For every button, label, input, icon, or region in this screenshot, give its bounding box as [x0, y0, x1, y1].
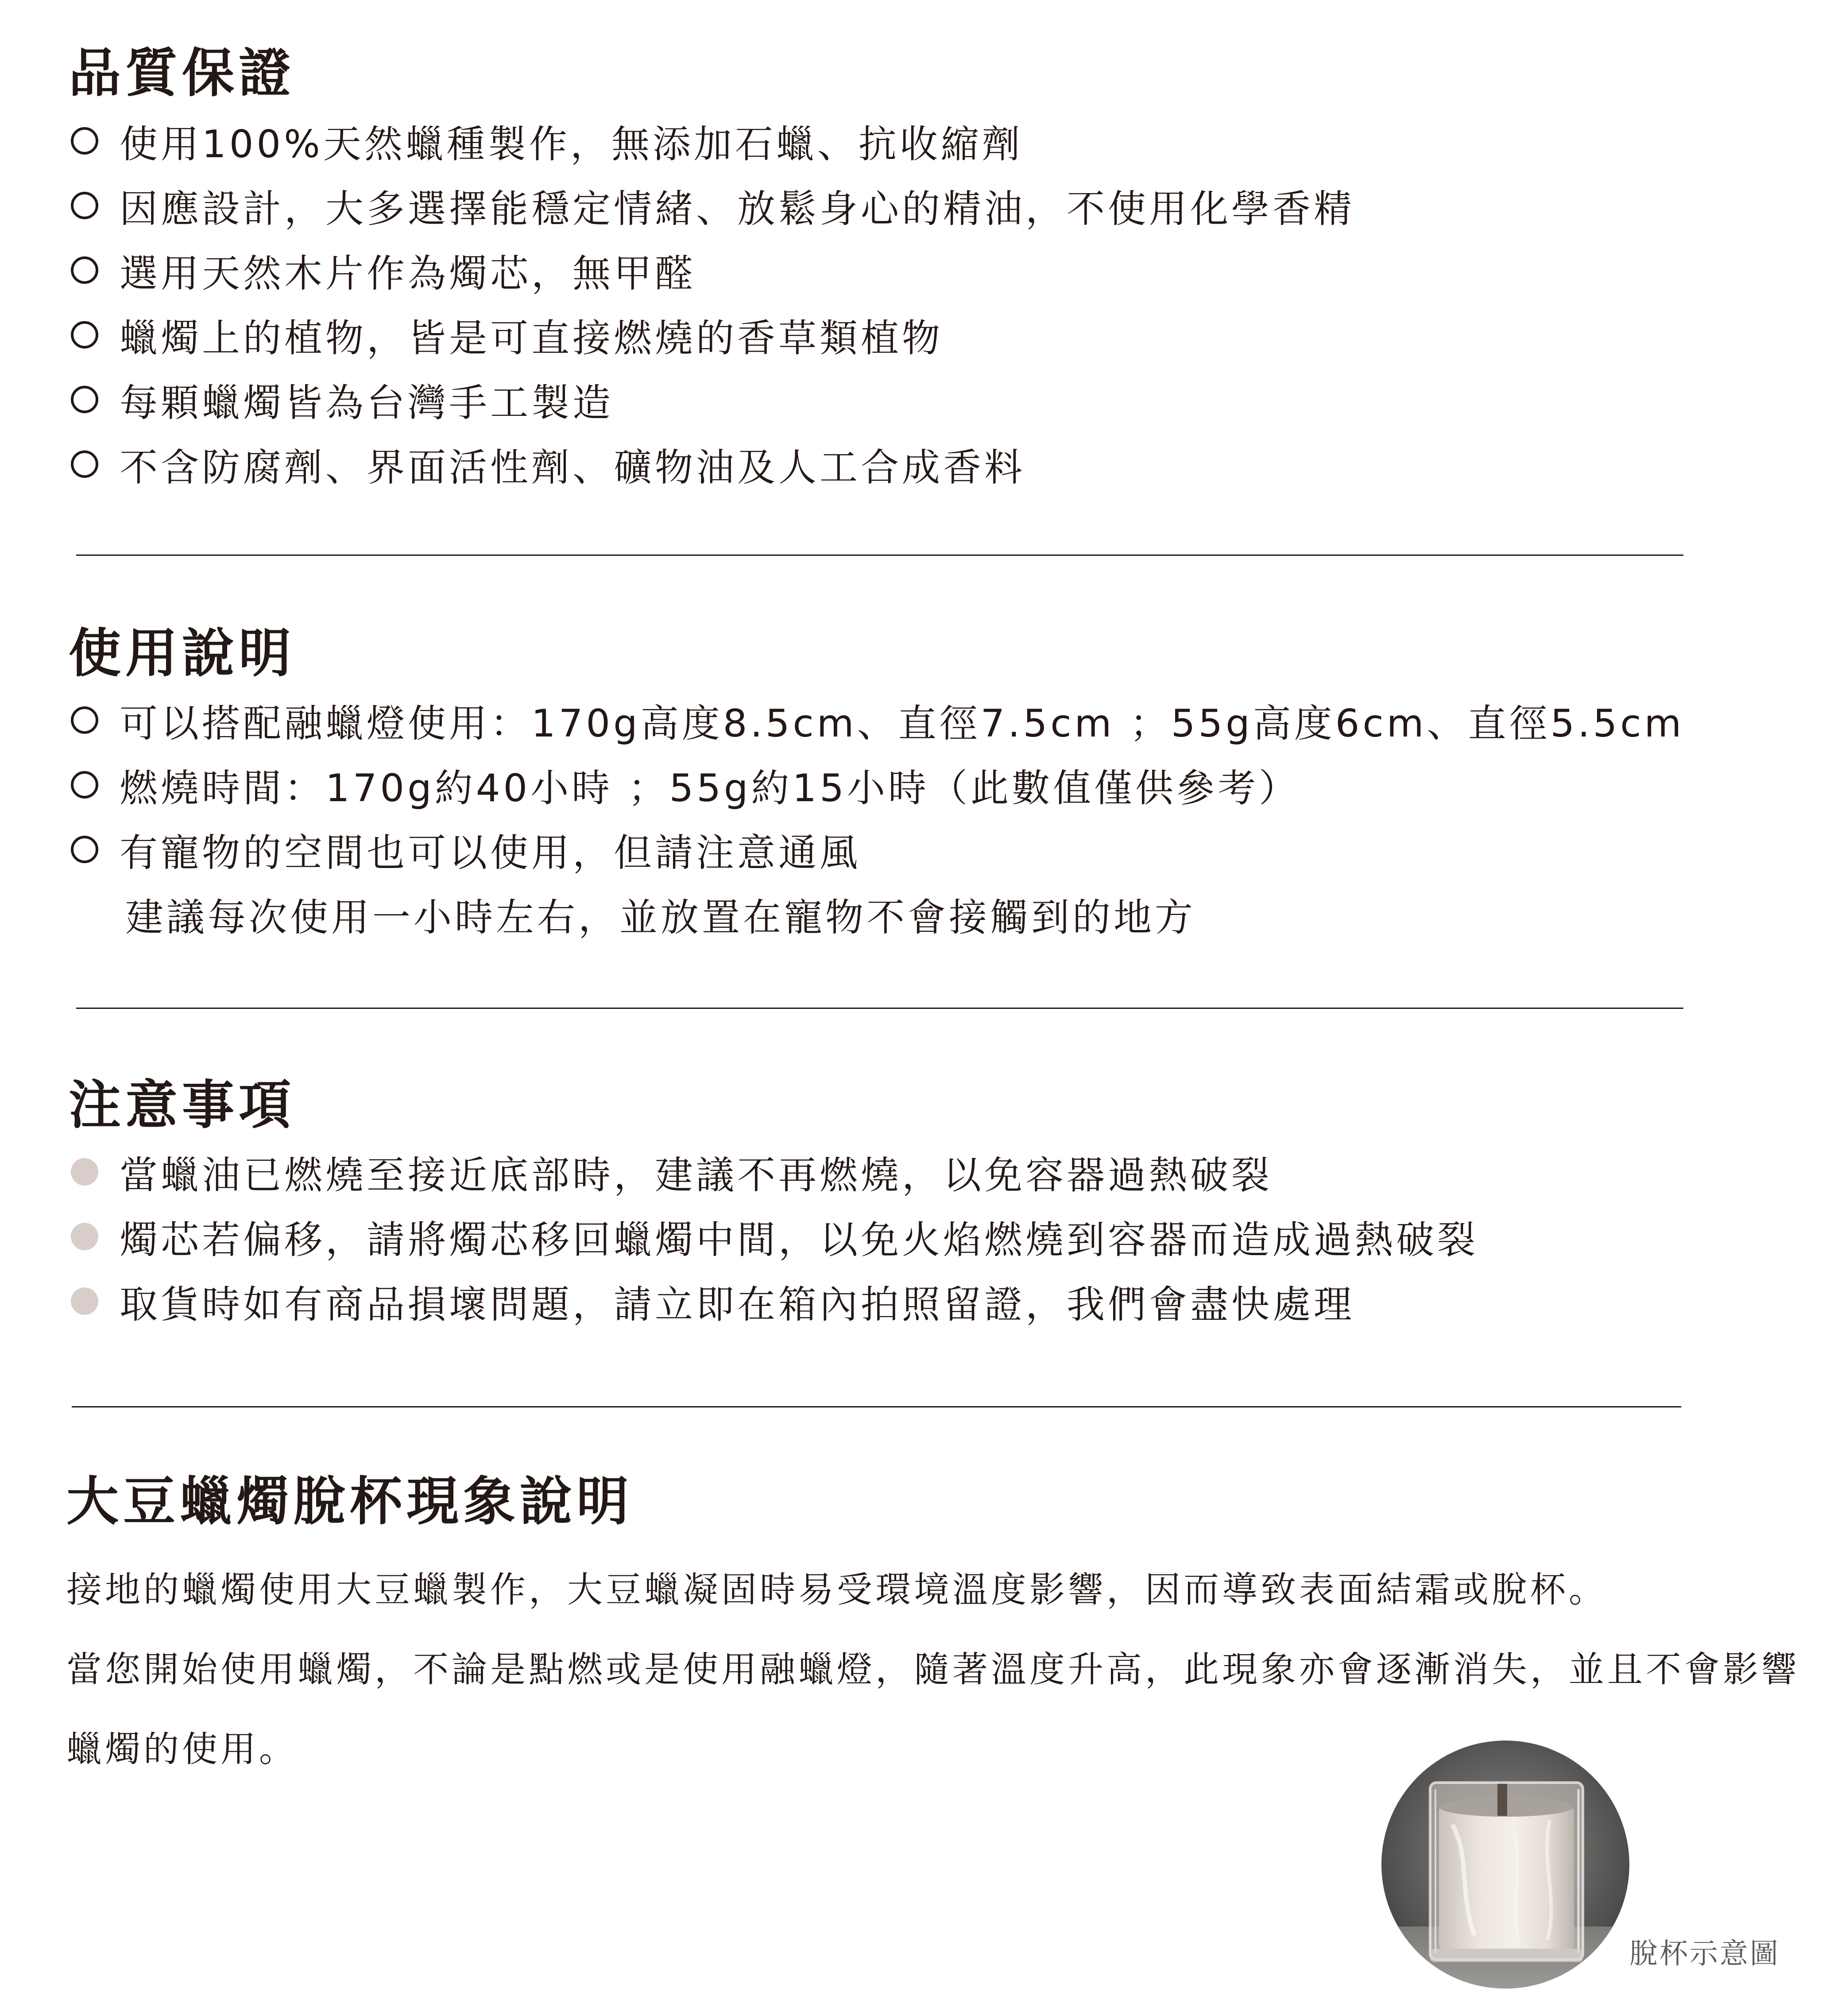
list-item-text: 不含防腐劑、界面活性劑、礦物油及人工合成香料	[120, 446, 1025, 490]
list-item	[71, 752, 1300, 817]
usage-title: 使用說明	[69, 623, 296, 684]
list-item-text: 每顆蠟燭皆為台灣手工製造	[120, 381, 614, 425]
hollow-circle-bullet-icon	[71, 321, 98, 349]
filled-circle-bullet-icon	[71, 1287, 98, 1315]
hollow-circle-bullet-icon	[71, 127, 98, 155]
hollow-circle-bullet-icon	[71, 386, 98, 413]
paragraph-line: 蠟燭的使用。	[66, 1729, 298, 1770]
paragraph-line: 當您開始使用蠟燭，不論是點燃或是使用融蠟燈，隨著溫度升高，此現象亦會逐漸消失，並且不會影響	[66, 1649, 1800, 1690]
section-divider	[72, 1406, 1681, 1407]
list-item	[71, 688, 1684, 752]
section-divider	[76, 1008, 1683, 1009]
list-item	[71, 1140, 1273, 1204]
hollow-circle-bullet-icon	[71, 450, 98, 478]
list-item-text: 使用100%天然蠟種製作，無添加石蠟、抗收縮劑	[120, 122, 1023, 167]
list-item-text: 可以搭配融蠟燈使用：170g高度8.5cm、直徑7.5cm ；55g高度6cm、直徑5.5cm	[120, 702, 1685, 746]
list-item-text: 燭芯若偏移，請將燭芯移回蠟燭中間，以免火焰燃燒到容器而造成過熱破裂	[120, 1218, 1478, 1262]
list-item	[71, 238, 696, 302]
list-item-text: 燃燒時間：170g約40小時 ；55g約15小時（此數值僅供參考）	[120, 766, 1300, 810]
list-item	[71, 109, 1023, 173]
list-item	[71, 302, 943, 367]
list-item	[71, 1204, 1478, 1269]
quality-title: 品質保證	[69, 43, 296, 104]
list-item	[71, 1269, 1355, 1334]
list-item-text: 取貨時如有商品損壞問題，請立即在箱內拍照留證，我們會盡快處理	[120, 1283, 1355, 1327]
list-item	[71, 817, 861, 882]
hollow-circle-bullet-icon	[71, 192, 98, 219]
frosting-title: 大豆蠟燭脫杯現象說明	[66, 1471, 634, 1532]
list-item-text: 選用天然木片作為燭芯，無甲醛	[120, 252, 696, 296]
section-divider	[76, 554, 1683, 556]
list-item-text: 蠟燭上的植物，皆是可直接燃燒的香草類植物	[120, 316, 943, 361]
hollow-circle-bullet-icon	[71, 836, 98, 863]
list-item-text: 當蠟油已燃燒至接近底部時，建議不再燃燒，以免容器過熱破裂	[120, 1153, 1273, 1198]
filled-circle-bullet-icon	[71, 1158, 98, 1186]
list-item-text: 因應設計，大多選擇能穩定情緒、放鬆身心的精油，不使用化學香精	[120, 187, 1355, 231]
list-item-text: 有寵物的空間也可以使用，但請注意通風	[120, 831, 861, 875]
hollow-circle-bullet-icon	[71, 771, 98, 799]
list-item-continuation: 建議每次使用一小時左右，並放置在寵物不會接觸到的地方	[125, 896, 1196, 940]
hollow-circle-bullet-icon	[71, 256, 98, 284]
list-item	[71, 367, 614, 432]
candle-photo	[1381, 1741, 1629, 1989]
list-item	[71, 432, 1025, 496]
photo-caption: 脫杯示意圖	[1629, 1938, 1780, 1970]
filled-circle-bullet-icon	[71, 1223, 98, 1250]
paragraph-line: 接地的蠟燭使用大豆蠟製作，大豆蠟凝固時易受環境溫度影響，因而導致表面結霜或脫杯。	[66, 1569, 1607, 1610]
list-item	[71, 173, 1355, 238]
hollow-circle-bullet-icon	[71, 706, 98, 734]
notes-title: 注意事項	[69, 1074, 296, 1136]
